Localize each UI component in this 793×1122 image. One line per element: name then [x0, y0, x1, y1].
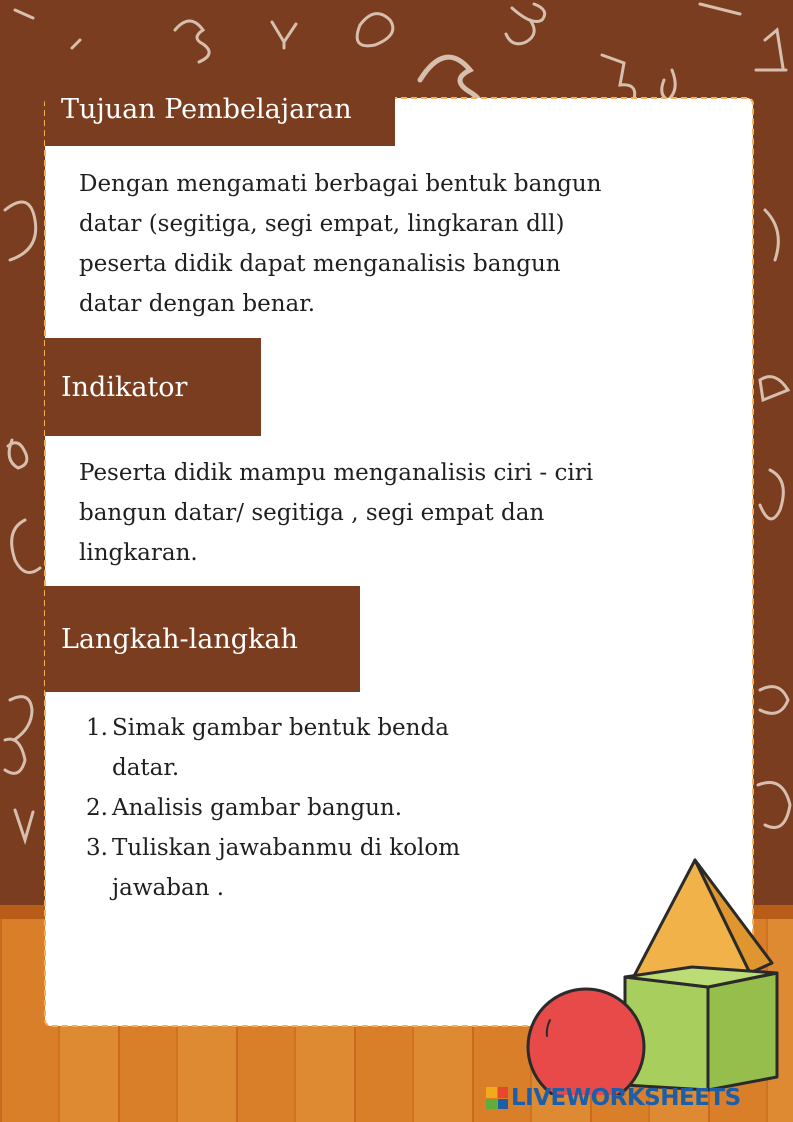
- step-number: 2.: [86, 795, 108, 821]
- cube-icon: [625, 967, 777, 1090]
- step-number: 3.: [86, 835, 108, 861]
- watermark-text: LIVEWORKSHEETS: [511, 1085, 741, 1111]
- sphere-icon: [528, 989, 644, 1095]
- geometric-shapes-illustration: [520, 855, 793, 1095]
- tujuan-paragraph: [79, 164, 689, 324]
- paragraph-line: datar (segitiga, segi empat, lingkaran dll): [79, 211, 565, 237]
- pyramid-icon: [632, 860, 772, 980]
- paragraph-line: bangun datar/ segitiga , segi empat dan: [79, 500, 545, 526]
- section-heading-text: Indikator: [61, 371, 188, 403]
- step-line: Analisis gambar bangun.: [112, 795, 403, 821]
- paragraph-line: lingkaran.: [79, 540, 198, 566]
- section-heading-indikator: [45, 338, 261, 436]
- step-line: jawaban .: [112, 875, 225, 901]
- paragraph-line: Peserta didik mampu menganalisis ciri - ciri: [79, 460, 594, 486]
- list-item: [86, 708, 526, 788]
- logo-square: [486, 1087, 497, 1098]
- list-item: [86, 788, 526, 828]
- paragraph-line: datar dengan benar.: [79, 291, 316, 317]
- steps-list: [86, 708, 526, 908]
- logo-square: [486, 1099, 497, 1110]
- step-text: [112, 788, 526, 828]
- section-heading-text: Tujuan Pembelajaran: [61, 93, 352, 125]
- step-line: Simak gambar bentuk benda: [112, 715, 449, 741]
- step-number: 1.: [86, 715, 108, 741]
- step-line: Tuliskan jawabanmu di kolom: [112, 835, 461, 861]
- paragraph-line: peserta didik dapat menganalisis bangun: [79, 251, 561, 277]
- liveworksheets-logo: [486, 1085, 741, 1111]
- indikator-paragraph: [79, 453, 689, 573]
- list-item: [86, 828, 526, 908]
- step-line: datar.: [112, 755, 180, 781]
- step-text: [112, 828, 526, 908]
- logo-square: [498, 1099, 509, 1110]
- paragraph-line: Dengan mengamati berbagai bentuk bangun: [79, 171, 602, 197]
- section-heading-langkah: [45, 586, 360, 692]
- step-text: [112, 708, 526, 788]
- section-heading-tujuan: [45, 72, 395, 146]
- logo-square: [498, 1087, 509, 1098]
- liveworksheets-logo-icon: [486, 1087, 508, 1109]
- section-heading-text: Langkah-langkah: [61, 623, 298, 655]
